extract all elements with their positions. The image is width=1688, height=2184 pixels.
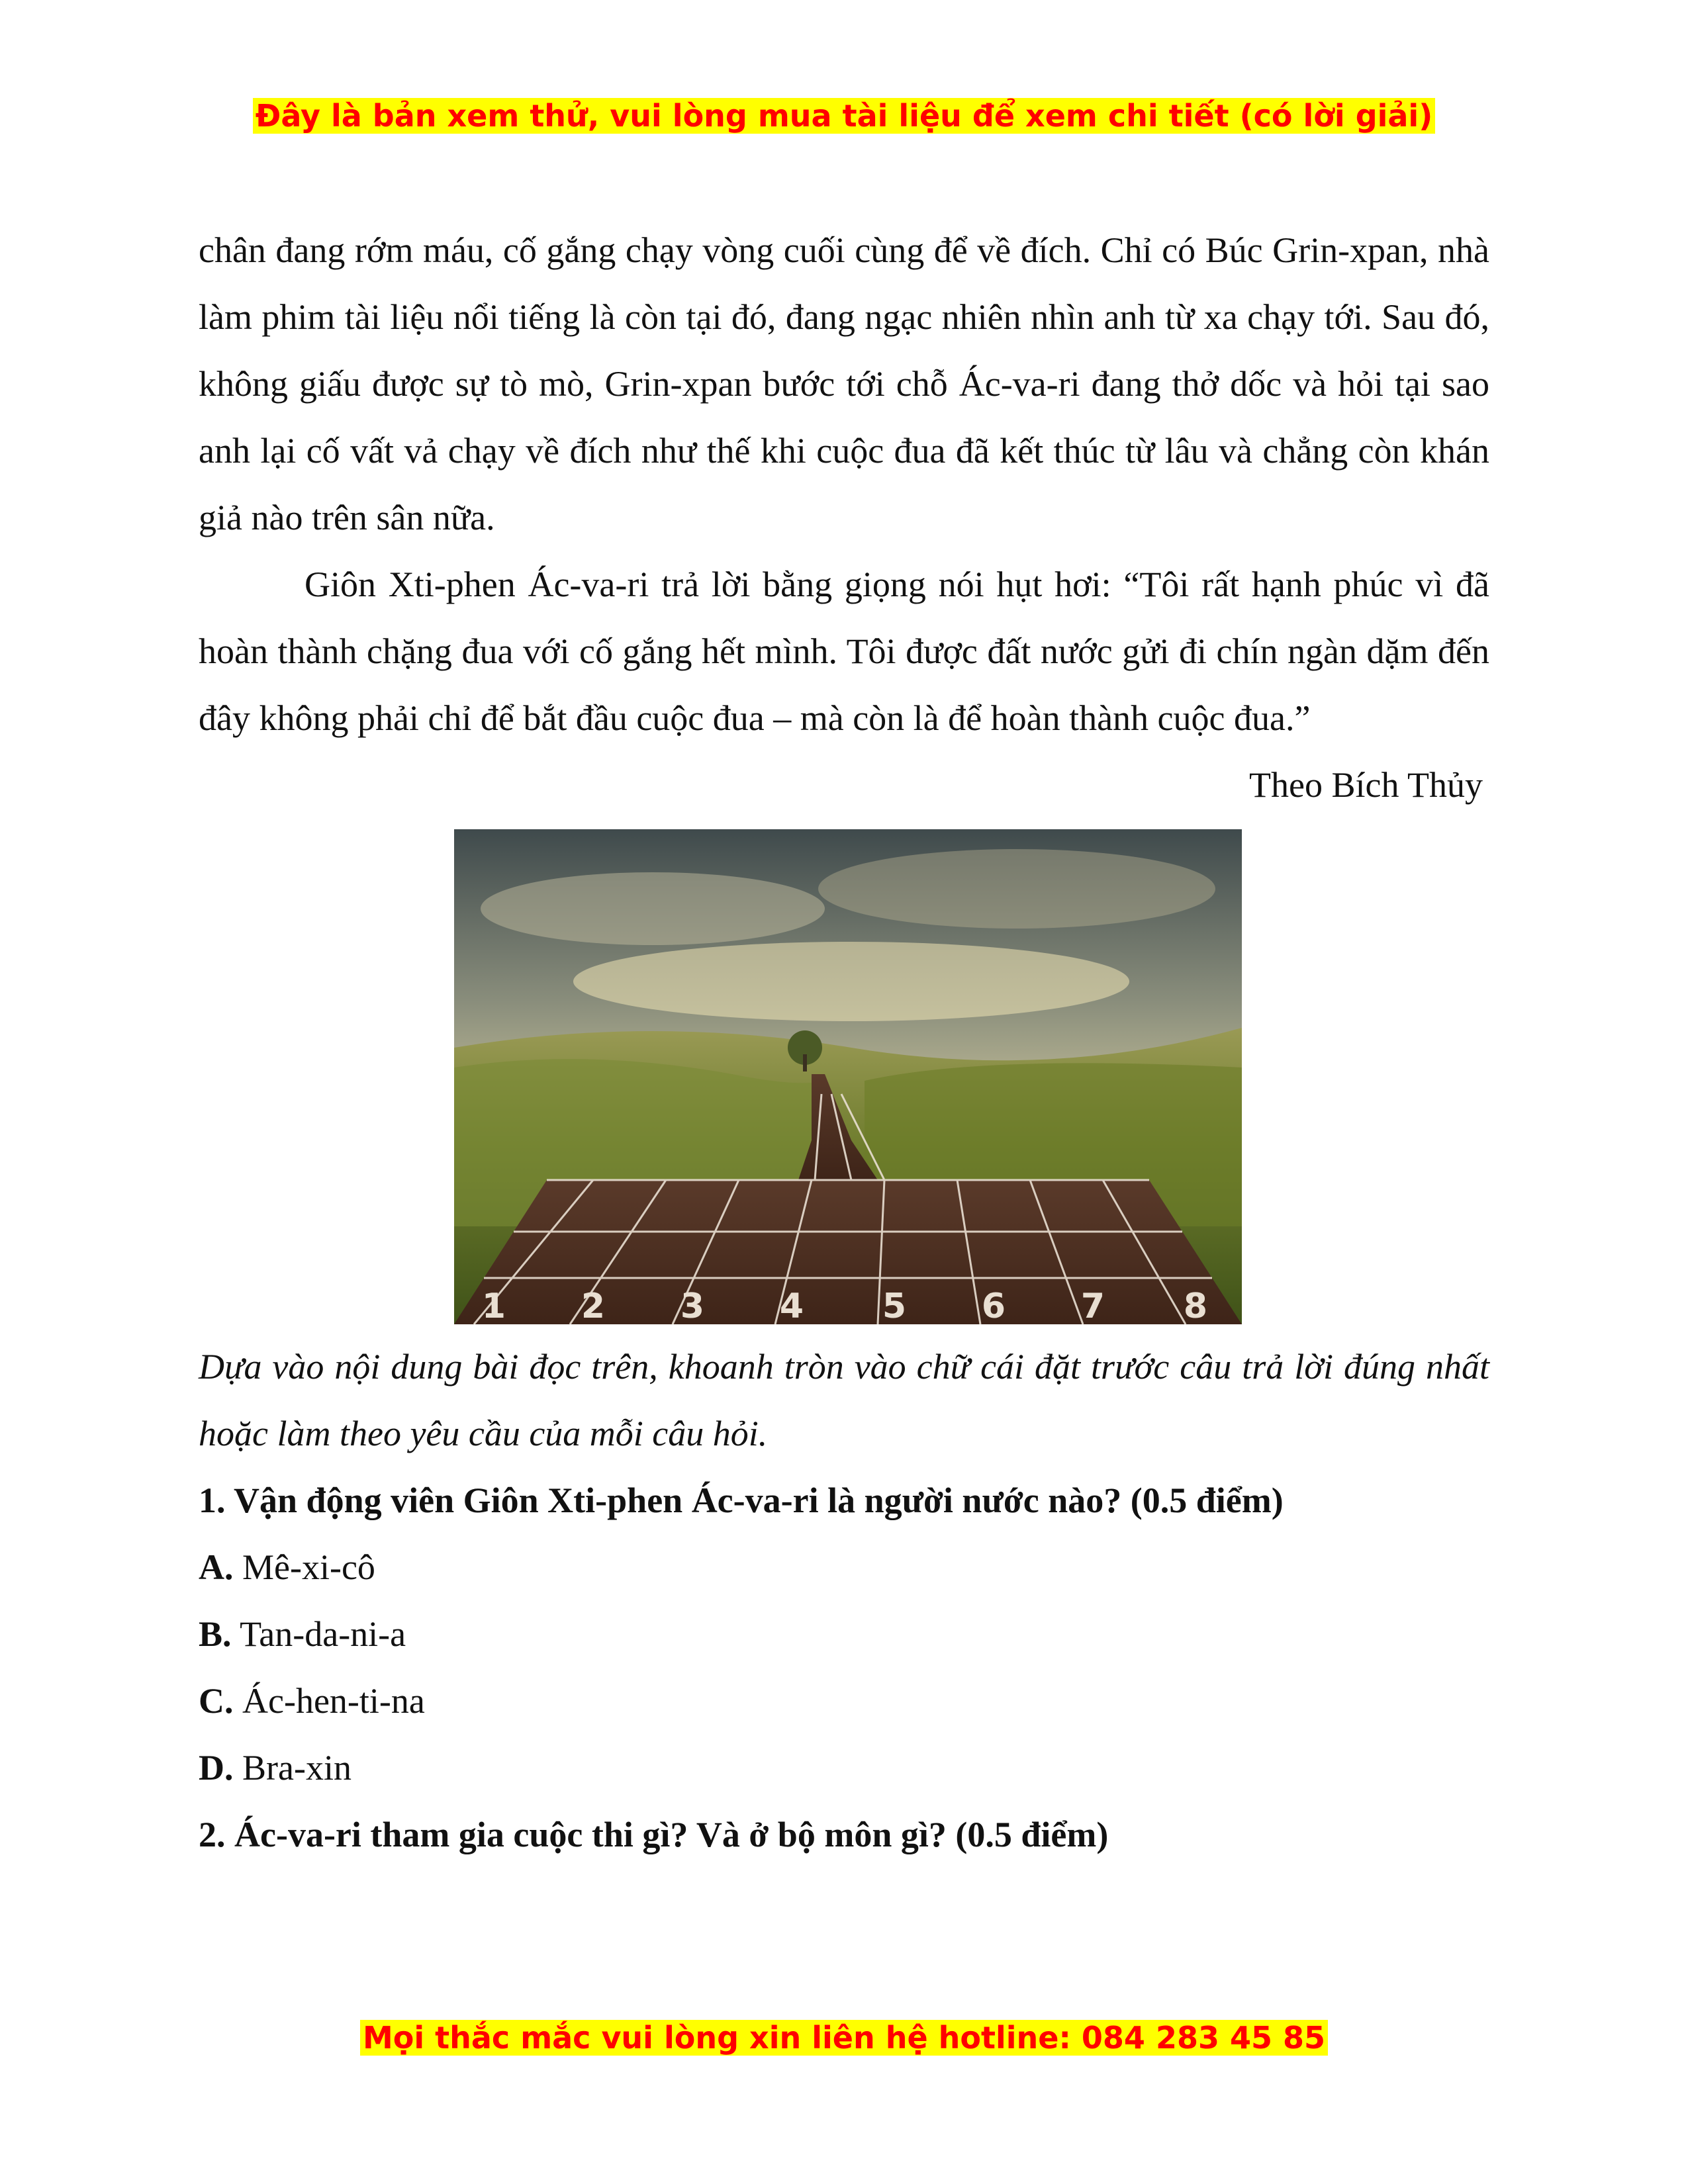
option-letter: C. xyxy=(199,1681,234,1721)
instruction-text: Dựa vào nội dung bài đọc trên, khoanh tròn vào chữ cái đặt trước câu trả lời đúng nhất hoặc làm theo yêu cầu của mỗi câu hỏi. xyxy=(199,1347,1489,1453)
preview-banner xyxy=(0,98,1688,134)
lane-number: 5 xyxy=(882,1287,907,1324)
hotline-banner-text: Mọi thắc mắc vui lòng xin liên hệ hotline: 084 283 45 85 xyxy=(360,2020,1328,2056)
option-letter: D. xyxy=(199,1748,234,1788)
question-1: 1. Vận động viên Giôn Xti-phen Ác-va-ri là người nước nào? (0.5 điểm) xyxy=(199,1480,1284,1520)
lane-number: 2 xyxy=(581,1287,606,1324)
story-paragraph: Giôn Xti-phen Ác-va-ri trả lời bằng giọng nói hụt hơi: “Tôi rất hạnh phúc vì đã hoàn thành chặng đua với cố gắng hết mình. Tôi được đất nước gửi đi chín ngàn dặm đến đây không phải chỉ để bắt đầu cuộc đua – mà còn là để hoàn thành cuộc đua.” xyxy=(199,565,1489,738)
lane-number: 6 xyxy=(981,1287,1006,1324)
running-track-image xyxy=(454,829,1242,1324)
question-2: 2. Ác-va-ri tham gia cuộc thi gì? Và ở bộ môn gì? (0.5 điểm) xyxy=(199,1815,1109,1854)
option-letter: B. xyxy=(199,1614,232,1654)
answer-option-b[interactable] xyxy=(199,1601,1489,1668)
document-body xyxy=(199,217,1489,1868)
hotline-banner xyxy=(0,2020,1688,2056)
lane-number: 7 xyxy=(1080,1287,1105,1324)
answer-option-a[interactable] xyxy=(199,1534,1489,1601)
option-text: Ác-hen-ti-na xyxy=(242,1681,425,1721)
lane-number: 4 xyxy=(779,1287,804,1324)
lane-number: 8 xyxy=(1183,1287,1208,1324)
option-text: Mê-xi-cô xyxy=(242,1547,375,1587)
option-text: Bra-xin xyxy=(242,1748,352,1788)
preview-banner-text: Đây là bản xem thử, vui lòng mua tài liệu để xem chi tiết (có lời giải) xyxy=(253,98,1435,134)
source-attribution: Theo Bích Thủy xyxy=(1249,765,1483,805)
story-paragraph: chân đang rớm máu, cố gắng chạy vòng cuối cùng để về đích. Chỉ có Búc Grin-xpan, nhà làm phim tài liệu nổi tiếng là còn tại đó, đang ngạc nhiên nhìn anh từ xa chạy tới. Sau đó, không giấu được sự tò mò, Grin-xpan bước tới chỗ Ác-va-ri đang thở dốc và hỏi tại sao anh lại cố vất vả chạy về đích như thế khi cuộc đua đã kết thúc từ lâu và chẳng còn khán giả nào trên sân nữa. xyxy=(199,230,1489,537)
option-letter: A. xyxy=(199,1547,234,1587)
answer-option-c[interactable] xyxy=(199,1668,1489,1735)
answer-option-d[interactable] xyxy=(199,1735,1489,1801)
lane-number: 3 xyxy=(680,1287,705,1324)
option-text: Tan-da-ni-a xyxy=(240,1614,406,1654)
lane-number: 1 xyxy=(481,1287,506,1324)
